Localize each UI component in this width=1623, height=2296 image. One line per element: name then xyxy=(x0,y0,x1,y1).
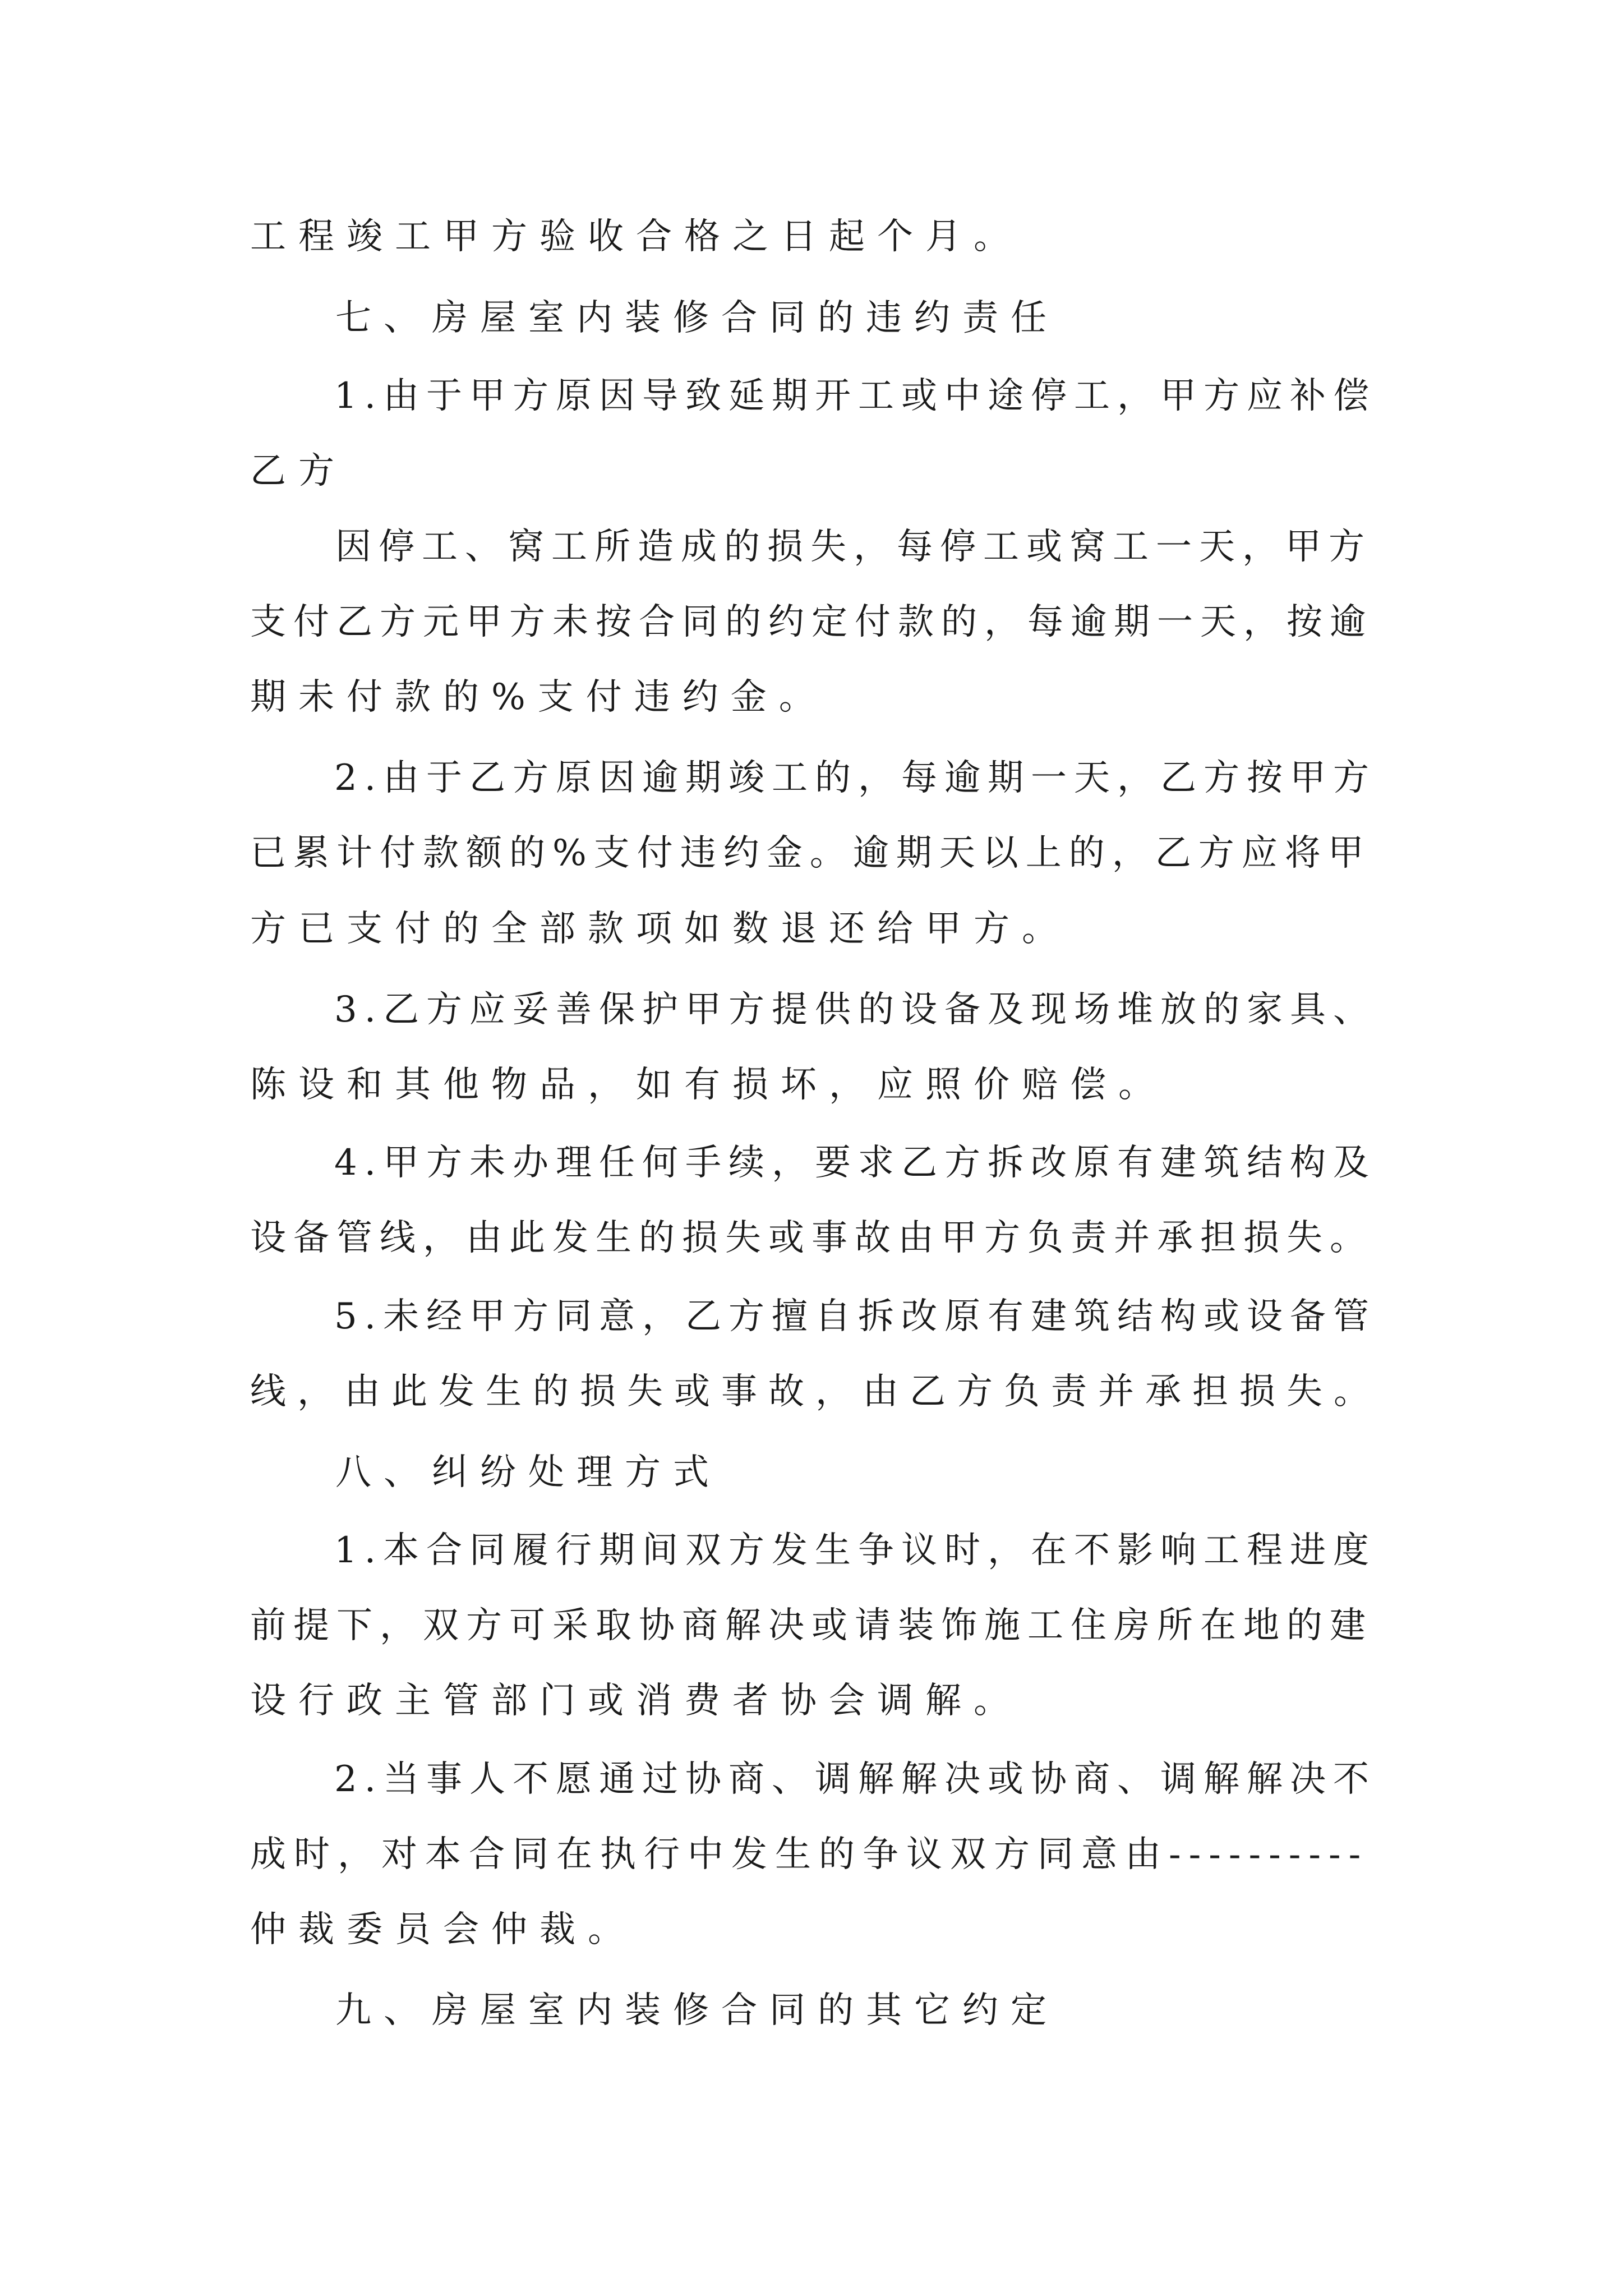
clause-7-5-line-1: 5.未经甲方同意，乙方擅自拆改原有建筑结构或设备管 xyxy=(334,1296,1377,1337)
clause-8-1-line-1: 1.本合同履行期间双方发生争议时，在不影响工程进度 xyxy=(334,1530,1377,1571)
clause-7-1-line-4: 支付乙方元甲方未按合同的约定付款的，每逾期一天，按逾 xyxy=(250,601,1373,643)
clause-7-4-line-2: 设备管线，由此发生的损失或事故由甲方负责并承担损失。 xyxy=(250,1217,1373,1259)
clause-8-2-line-1: 2.当事人不愿通过协商、调解解决或协商、调解解决不 xyxy=(334,1759,1377,1800)
clause-8-2-line-3: 仲裁委员会仲裁。 xyxy=(250,1909,636,1950)
clause-7-2-line-3: 方已支付的全部款项如数退还给甲方。 xyxy=(250,908,1070,950)
body-line-1: 工程竣工甲方验收合格之日起个月。 xyxy=(250,216,1022,257)
clause-7-2-line-2: 已累计付款额的%支付违约金。逾期天以上的，乙方应将甲 xyxy=(250,832,1371,874)
clause-8-2-line-2: 成时，对本合同在执行中发生的争议双方同意由---------- xyxy=(250,1834,1369,1875)
clause-7-2-line-1: 2.由于乙方原因逾期竣工的，每逾期一天，乙方按甲方 xyxy=(334,757,1377,799)
clause-8-1-line-2: 前提下，双方可采取协商解决或请装饰施工住房所在地的建 xyxy=(250,1605,1373,1646)
clause-7-4-line-1: 4.甲方未办理任何手续，要求乙方拆改原有建筑结构及 xyxy=(334,1142,1377,1184)
section-heading-8: 八、纠纷处理方式 xyxy=(335,1452,721,1493)
clause-7-1-line-3: 因停工、窝工所造成的损失，每停工或窝工一天，甲方 xyxy=(335,526,1372,568)
clause-7-1-line-2: 乙方 xyxy=(250,450,347,492)
section-heading-7: 七、房屋室内装修合同的违约责任 xyxy=(335,297,1059,339)
clause-7-1-line-1: 1.由于甲方原因导致延期开工或中途停工，甲方应补偿 xyxy=(334,375,1377,417)
clause-7-1-line-5: 期未付款的%支付违约金。 xyxy=(250,677,827,718)
section-heading-9: 九、房屋室内装修合同的其它约定 xyxy=(335,1990,1059,2031)
clause-7-5-line-2: 线，由此发生的损失或事故，由乙方负责并承担损失。 xyxy=(250,1371,1381,1412)
clause-7-3-line-2: 陈设和其他物品，如有损坏，应照价赔偿。 xyxy=(250,1064,1166,1106)
clause-8-1-line-3: 设行政主管部门或消费者协会调解。 xyxy=(250,1680,1022,1722)
clause-7-3-line-1: 3.乙方应妥善保护甲方提供的设备及现场堆放的家具、 xyxy=(334,989,1377,1030)
